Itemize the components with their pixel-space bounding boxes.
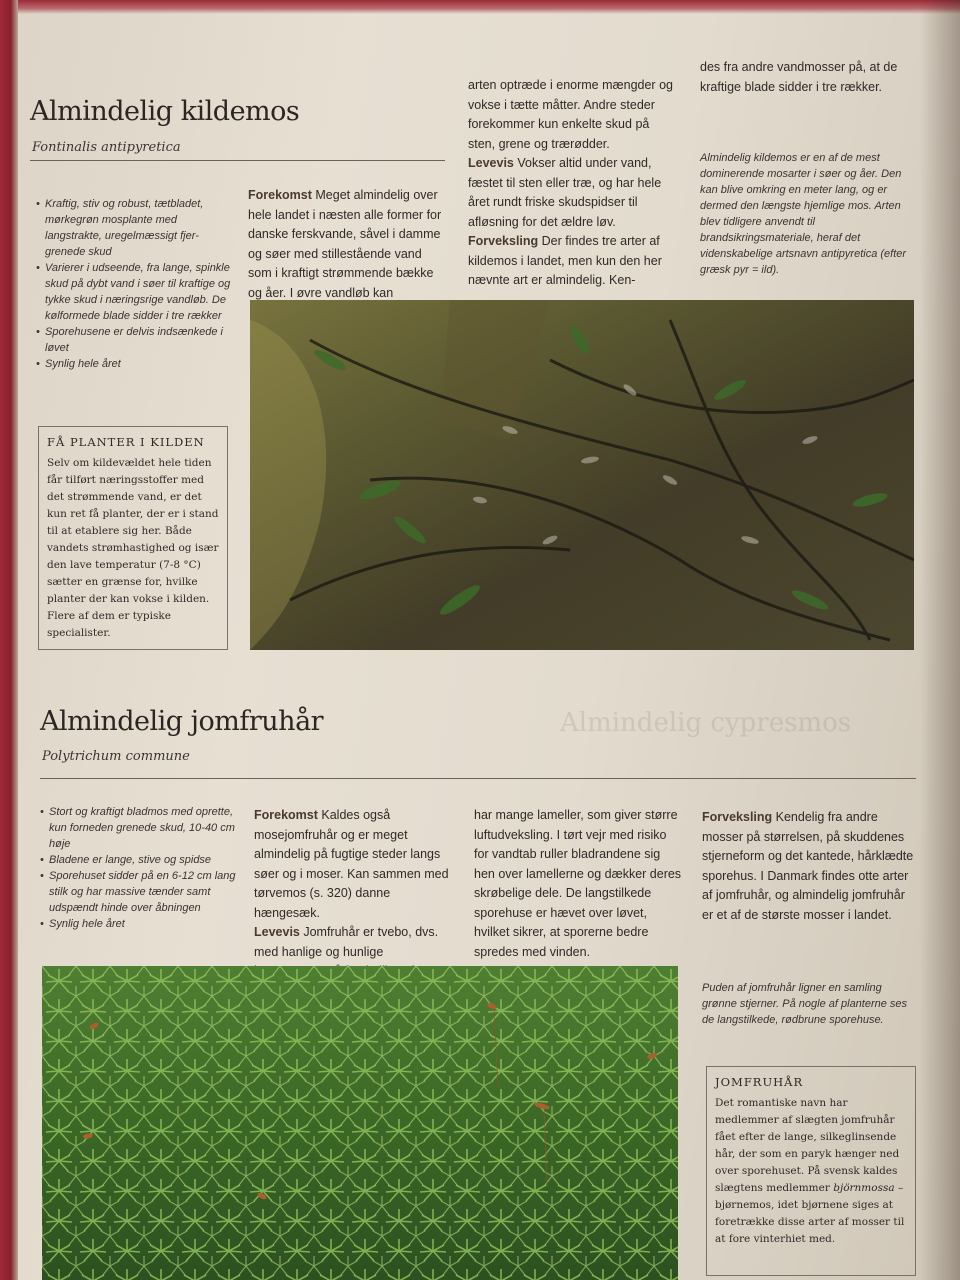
- section2-bullet: • Synlig hele året: [40, 916, 236, 932]
- section1-latin-name: Fontinalis antipyretica: [32, 140, 181, 155]
- section1-column-2: [468, 76, 678, 291]
- column-2-intro: arten optræde i enorme mængder og vokse i tætte måtter. Andre steder forekommer kun enkelte skud på sten, grene og trærødder.: [468, 78, 673, 151]
- info-box-kilden: [38, 426, 228, 650]
- info-box-text-part: Det romantiske navn har medlemmer af slægten jomfruhår fået efter de lange, silkeglinsende hår, der som en paryk hænger ned over sporehuset. På svensk kaldes slægtens medlemmer: [715, 1097, 900, 1194]
- forveksling-text: Kendelig fra andre mosser på størrelsen, på skuddenes stjerneform og det kantede, hårklædte sporehus. I Danmark findes otte arter af jomfruhår, og almindelig jomfruhår er et af de største mosser i landet.: [702, 810, 914, 922]
- info-box-text-part: – bjørnemos, idet bjørnene siges at foretrække disse arter af mosser til at fore vinterhiet med.: [715, 1182, 905, 1245]
- info-box-text: [715, 1095, 907, 1248]
- section1-bullet-list: [36, 196, 232, 372]
- section1-title: Almindelig kildemos: [30, 96, 300, 127]
- section2-bullet: • Stort og kraftigt bladmos med oprette, kun forneden grenede skud, 10-40 cm høje: [40, 804, 236, 852]
- section1-bullet: • Sporehusene er delvis indsænkede i løvet: [36, 324, 232, 356]
- forveksling-text: Der findes tre arter af kildemos i landet, men kun den her nævnte art er almindelig. Ken-: [468, 234, 662, 287]
- kildemos-photo: [250, 300, 914, 650]
- info-box-italic-term: björnmossa: [833, 1182, 895, 1194]
- kildemos-illustration: [250, 300, 914, 650]
- section2-column-3: [702, 808, 916, 925]
- section1-column-1: [248, 186, 448, 303]
- section2-column-2: har mange lameller, som giver større luftudveksling. I tørt vejr med risiko for vandtab ruller bladrandene sig hen over lamellerne og dækker deres skrøbelige dele. De langstilkede sporehuse er hævet over løvet, hvilket sikrer, at sporerne bedre spredes med vinden.: [474, 808, 682, 959]
- forekomst-label: Forekomst: [254, 808, 318, 822]
- section2-latin-name: Polytrichum commune: [42, 749, 190, 764]
- forekomst-text: Kaldes også mosejomfruhår og er meget almindelig på fugtige steder langs søer og i moser. Kan sammen med tørvemos (s. 320) danne hængesæk.: [254, 808, 449, 920]
- page-edge-shadow: [920, 0, 960, 1280]
- levevis-text: Jomfruhår er tvebo, dvs. med hanlige og hunlige: [254, 925, 439, 959]
- info-box-title: FÅ PLANTER I KILDEN: [47, 435, 205, 449]
- section1-column-3: des fra andre vandmosser på, at de kraftige blade sidder i tre rækker.: [700, 60, 898, 94]
- section1-bullet: • Varierer i udseende, fra lange, spinkle skud på dybt vand i søer til kraftige og tykke skud i næringsrige vandløb. De kølformede blade sidder i tre rækker: [36, 260, 232, 324]
- bleed-through-text: Almindelig cypresmos: [560, 708, 852, 738]
- forveksling-label: Forveksling: [702, 810, 773, 824]
- levevis-label: Levevis: [254, 925, 300, 939]
- levevis-text: Vokser altid under vand, fæstet til sten eller træ, og har hele året rundt friske skudspidser til afløsning for det ældre løv.: [468, 156, 662, 229]
- forekomst-label: Forekomst: [248, 188, 312, 202]
- book-cover-top-edge: [0, 0, 960, 14]
- info-box-jomfruhaar: [706, 1066, 916, 1276]
- forveksling-label: Forveksling: [468, 234, 539, 248]
- section2-rule: [40, 778, 916, 779]
- levevis-label: Levevis: [468, 156, 514, 170]
- section2-photo-caption: Puden af jomfruhår ligner en samling grønne stjerner. På nogle af planterne ses de langstilkede, rødbrune sporehuse.: [702, 982, 908, 1026]
- section2-bullet: • Sporehuset sidder på en 6-12 cm lang stilk og har massive tænder samt udspændt hinde over åbningen: [40, 868, 236, 916]
- section2-bullet: • Bladene er lange, stive og spidse: [40, 852, 236, 868]
- section1-rule: [30, 160, 445, 161]
- section1-bullet: • Kraftig, stiv og robust, tætbladet, mørkegrøn mosplante med langstrakte, uregelmæssigt fjer-grenede skud: [36, 196, 232, 260]
- section1-photo-caption: Almindelig kildemos er en af de mest dominerende mosarter i søer og åer. Den kan blive omkring en meter lang, og er dermed den længste hjemlige mos. Arten blev tidligere anvendt til brandsikringsmateriale, heraf det videnskabelige artsnavn antipyretica (efter græsk pyr = ild).: [700, 152, 907, 276]
- jomfruhaar-photo: [42, 966, 678, 1280]
- jomfruhaar-illustration: [42, 966, 678, 1280]
- info-box-text: Selv om kildevældet hele tiden får tilført næringsstoffer med det strømmende vand, er det kun ret få planter, der er i stand til at etablere sig her. Både vandets strømhastighed og især den lave temperatur (7-8 °C) sætter en grænse for, hvilke planter der kan vokse i kilden. Flere af dem er typiske specialister.: [47, 457, 219, 639]
- section1-bullet: • Synlig hele året: [36, 356, 232, 372]
- section2-bullet-list: [40, 804, 236, 932]
- forekomst-text: Meget almindelig over hele landet i næsten alle former for danske ferskvande, såvel i damme og søer med stillestående vand som i kraftigt strømmende bække og åer. I øvre vandløb kan: [248, 188, 442, 300]
- info-box-title: JOMFRUHÅR: [715, 1075, 804, 1089]
- book-binding: [0, 0, 18, 1280]
- section2-title: Almindelig jomfruhår: [40, 706, 324, 737]
